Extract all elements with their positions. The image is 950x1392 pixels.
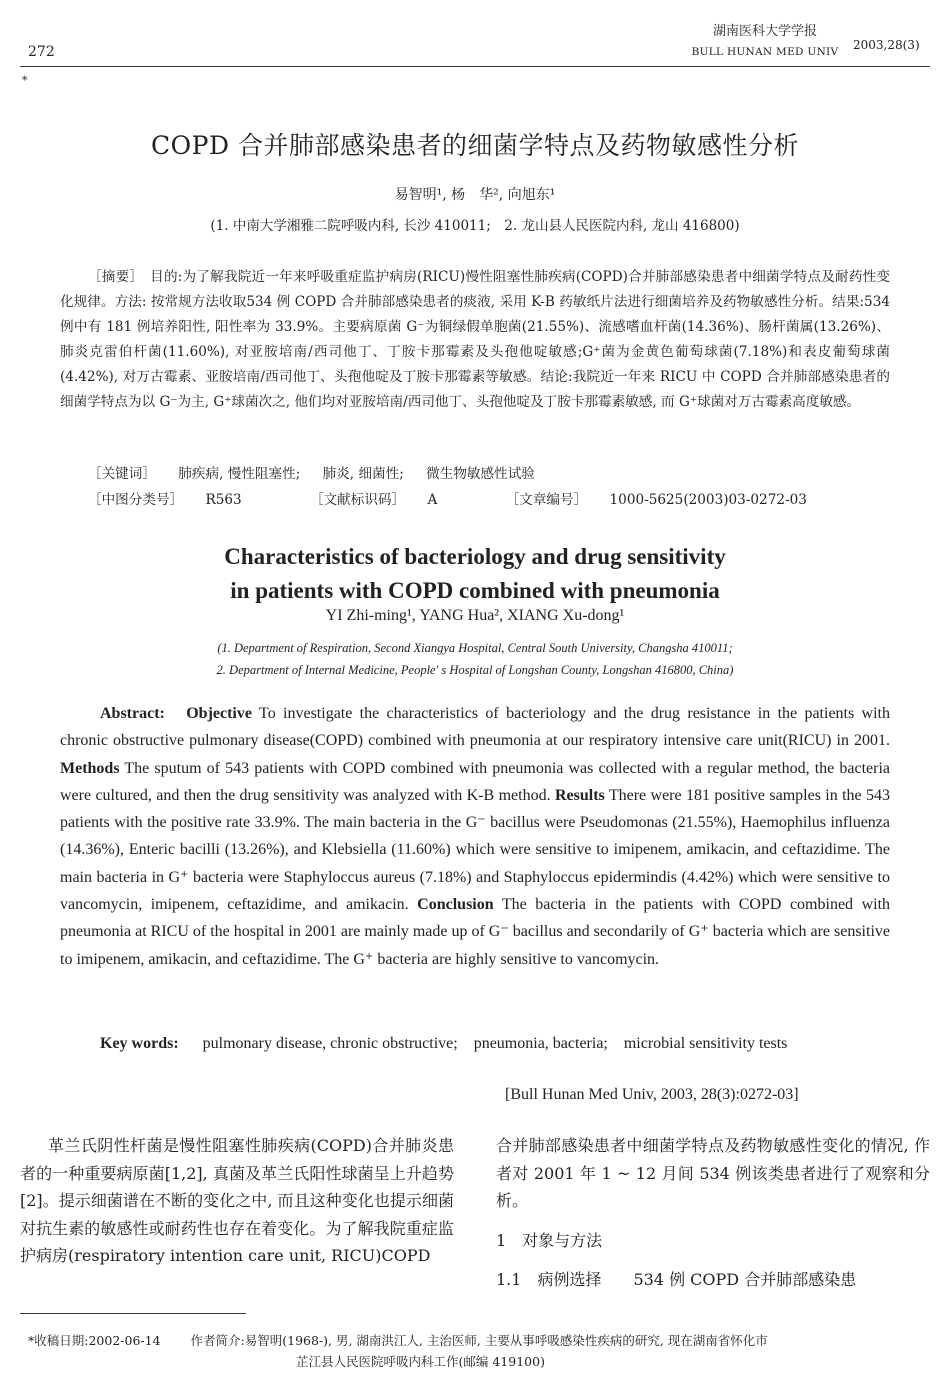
footnote xyxy=(28,1330,938,1372)
objective-text: To investigate the characteristics of bacteriology and the drug resistance in the patients with chronic obstructive pulmonary disease(COPD) combined with pneumonia at our respiratory intensive care unit(RICU) in 2001. xyxy=(60,705,891,750)
article-no-value: 1000-5625(2003)03-0272-03 xyxy=(609,492,807,508)
journal-name-en: BULL HUNAN MED UNIV xyxy=(691,46,839,58)
body-paragraph: 合并肺部感染患者中细菌学特点及药物敏感性变化的情况, 作者对 2001 年 1 ~ 12 月间 534 例该类患者进行了观察和分析。 xyxy=(496,1136,930,1211)
citation-en: [Bull Hunan Med Univ, 2003, 28(3):0272-03] xyxy=(505,1086,799,1103)
title-en-line2: in patients with COPD combined with pneumonia xyxy=(230,578,720,603)
conclusion-text: The bacteria in the patients with COPD combined with pneumonia at RICU of the hospital in 2001 are mainly made up of G⁻ bacillus and secondarily of G⁺ bacteria which are sensitive to imipenem, amikacin, and ceftazidime. The G⁺ bacteria are highly sensitive to vancomycin. xyxy=(60,896,891,968)
footnote-marker: * xyxy=(22,74,28,87)
abstract-cn: ［摘要］ 目的:为了解我院近一年来呼吸重症监护病房(RICU)慢性阻塞性肺疾病(COPD)合并肺部感染患者中细菌学特点及耐药性变化规律。方法: 按常规方法收取534 例 COPD 合并肺部感染患者的痰液, 采用 K-B 药敏纸片法进行细菌培养及药物敏感性分析。结果:534 例中有 181 例培养阳性, 阳性率为 33.9%。主要病原菌 G⁻为铜绿假单胞菌(21.55%)、流感嗜血杆菌(14.36%)、肠杆菌属(13.26%)、肺炎克雷伯杆菌(11.60%), 对亚胺培南/西司他丁、丁胺卡那霉素及头孢他啶敏感;G⁺菌为金黄色葡萄球菌(7.18%)和表皮葡萄球菌(4.42%), 对万古霉素、亚胺培南/西司他丁、头孢他啶及丁胺卡那霉素等敏感。结论:我院近一年来 RICU 中 COPD 合并肺部感染患者的细菌学特点为以 G⁻为主, G⁺球菌次之, 他们均对亚胺培南/西司他丁、头孢他啶及丁胺卡那霉素敏感, 而 G⁺球菌对万古霉素高度敏感。 xyxy=(60,269,890,410)
methods-text: The sputum of 543 patients with COPD combined with pneumonia was collected with a regular method, the bacteria were cultured, and then the drug sensitivity was analyzed with K-B method. xyxy=(60,759,891,804)
journal-name-cn: 湖南医科大学学报 xyxy=(712,24,817,39)
journal-name xyxy=(680,22,850,62)
results-text: There were 181 positive samples in the 543 patients with the positive rate 33.9%. The main bacteria in the G⁻ bacillus were Pseudomonas (21.55%), Haemophilus influenza (14.36%), Enteric bacilli (13.26%), and Klebsiella (11.60%) which were sensitive to imipenem, amikacin, and ceftazidime. The main bacteria in G⁺ bacteria were Staphyloccus aureus (7.18%) and Staphyloccus epidermindis (4.42%) which were sensitive to vancomycin, imipenem, ceftazidime, and amikacin. xyxy=(60,786,891,914)
clc-value: R563 xyxy=(205,492,242,508)
clc-label: ［中图分类号］ xyxy=(88,492,184,508)
keywords-en xyxy=(60,1030,890,1057)
keywords-cn-label: ［关键词］ xyxy=(88,466,156,482)
received-date: *收稿日期:2002-06-14 xyxy=(28,1333,161,1348)
abstract-en-label: Abstract: xyxy=(100,705,165,722)
subsection-heading: 1.1 病例选择 534 例 COPD 合并肺部感染患 xyxy=(496,1270,857,1290)
doc-code-value: A xyxy=(427,492,438,508)
methods-label: Methods xyxy=(60,759,120,777)
classification-cn xyxy=(88,488,825,508)
authors-cn: 易智明¹, 杨 华², 向旭东¹ xyxy=(394,187,556,203)
article-no-label: ［文章编号］ xyxy=(505,492,588,508)
affiliation-cn: (1. 中南大学湘雅二院呼吸内科, 长沙 410011; 2. 龙山县人民医院内科, 龙山 416800) xyxy=(210,218,740,234)
affiliation-en-line2: 2. Department of Internal Medicine, People' s Hospital of Longshan County, Longshan 416800, China) xyxy=(216,663,734,677)
keyword-cn: 肺疾病, 慢性阻塞性; xyxy=(178,466,301,482)
page-number: 272 xyxy=(28,44,55,60)
affiliation-en xyxy=(0,637,950,681)
doc-code-label: ［文献标识码］ xyxy=(310,492,406,508)
title-en xyxy=(0,540,950,608)
affiliation-en-line1: (1. Department of Respiration, Second Xiangya Hospital, Central South University, Changsha 410011; xyxy=(217,641,733,655)
author-intro-continued: 芷江县人民医院呼吸内科工作(邮编 419100) xyxy=(296,1354,545,1369)
body-column-right xyxy=(496,1132,930,1294)
author-intro: 作者简介:易智明(1968-), 男, 湖南洪江人, 主治医师, 主要从事呼吸感染性疾病的研究, 现在湖南省怀化市 xyxy=(190,1333,768,1348)
header-rule xyxy=(20,66,930,67)
body-paragraph: 革兰氏阴性杆菌是慢性阻塞性肺疾病(COPD)合并肺炎患者的一种重要病原菌[1,2], 真菌及革兰氏阳性球菌呈上升趋势[2]。提示细菌谱在不断的变化之中, 而且这种变化也提示细菌对抗生素的敏感性或耐药性也存在着变化。为了解我院重症监护病房(respiratory intention care unit, RICU)COPD xyxy=(20,1136,454,1266)
section-heading: 1 对象与方法 xyxy=(496,1230,603,1250)
objective-label: Objective xyxy=(186,705,252,722)
title-cn: COPD 合并肺部感染患者的细菌学特点及药物敏感性分析 xyxy=(151,131,799,160)
keyword-cn: 微生物敏感性试验 xyxy=(426,466,535,482)
keywords-en-label: Key words: xyxy=(100,1035,179,1052)
keywords-cn xyxy=(88,462,553,482)
conclusion-label: Conclusion xyxy=(417,896,494,914)
body-column-left xyxy=(20,1132,454,1270)
keyword-cn: 肺炎, 细菌性; xyxy=(322,466,404,482)
title-en-line1: Characteristics of bacteriology and drug sensitivity xyxy=(224,544,726,569)
footnote-rule xyxy=(20,1313,246,1314)
keywords-en-text: pulmonary disease, chronic obstructive; pneumonia, bacteria; microbial sensitivity tests xyxy=(202,1035,788,1052)
results-label: Results xyxy=(554,786,605,804)
authors-en: YI Zhi-ming¹, YANG Hua², XIANG Xu-dong¹ xyxy=(325,607,625,624)
journal-volume: 2003,28(3) xyxy=(853,38,920,52)
abstract-en xyxy=(60,700,890,973)
